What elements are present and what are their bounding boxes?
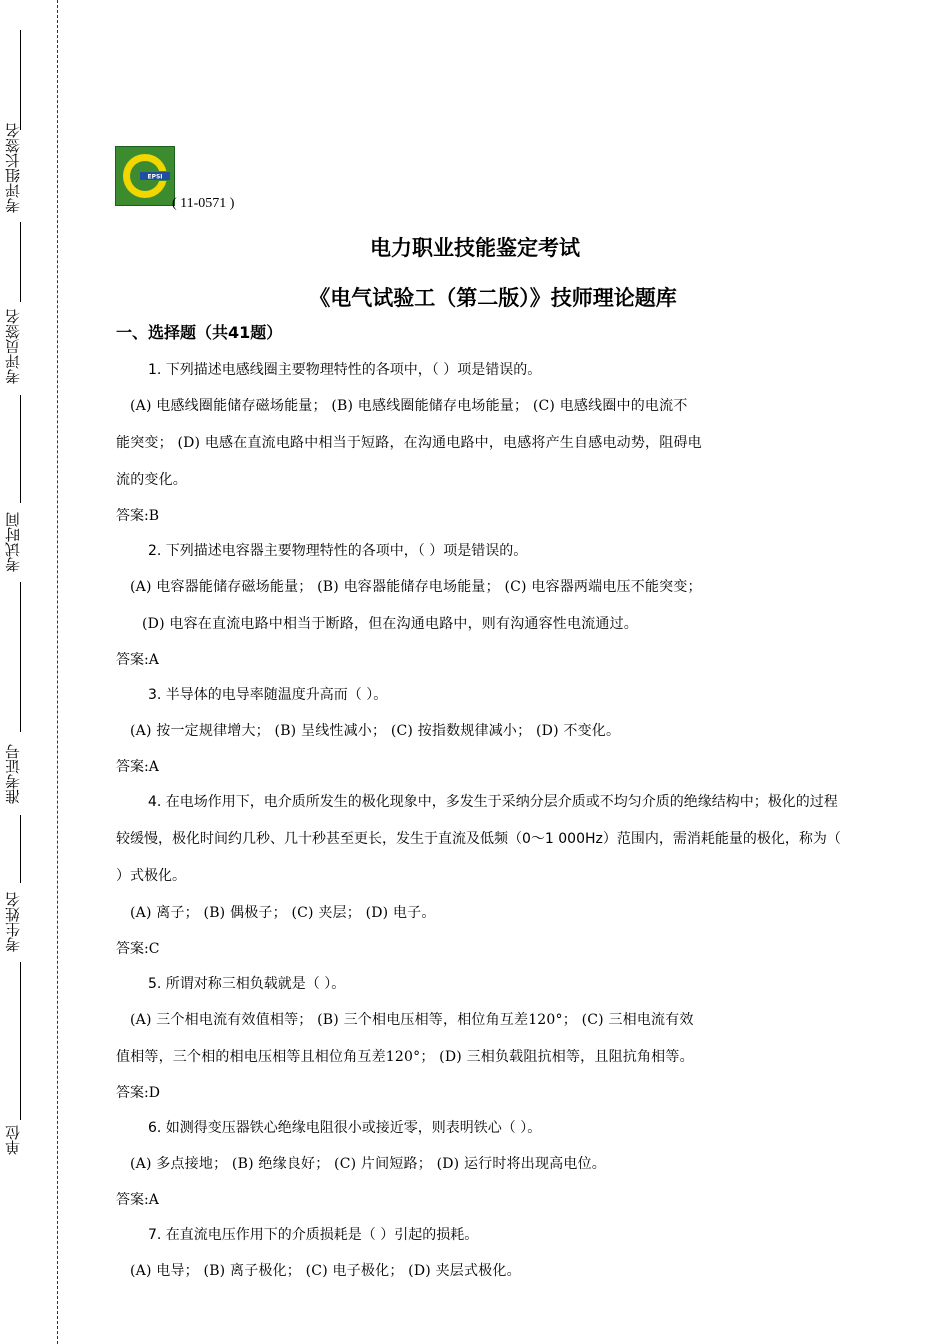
question-options: (D) 电容在直流电路中相当于断路，但在沟通电路中，则有沟通容性电流通过。: [142, 616, 638, 632]
question-list: [116, 352, 846, 1290]
answer: 答案:C: [116, 941, 160, 957]
question-text: 3. 半导体的电导率随温度升高而（ ）。: [148, 687, 388, 703]
cut-line: [57, 0, 58, 1344]
margin-label-examiner-signature: 考评员签名: [4, 309, 22, 385]
answer: 答案:D: [116, 1085, 160, 1101]
margin-rule: [20, 962, 21, 1120]
document-code: ( 11-0571 ): [172, 196, 235, 211]
answer: 答案:A: [116, 652, 159, 668]
question-text: 7. 在直流电压作用下的介质损耗是（ ）引起的损耗。: [148, 1227, 479, 1243]
question-options: 值相等，三个相的相电压相等且相位角互差120°； (D) 三相负载阻抗相等，且阻抗角相等。: [116, 1049, 694, 1065]
answer: 答案:B: [116, 508, 160, 524]
answer: 答案:A: [116, 759, 159, 775]
page-subtitle: 《电气试验工（第二版）》技师理论题库: [309, 286, 677, 310]
margin-label-leader-signature: 考评组长签名: [4, 123, 22, 213]
binding-margin: [0, 0, 56, 1344]
section-heading: 一、选择题（共41题）: [116, 323, 283, 342]
logo-text: EPSI: [147, 173, 163, 181]
margin-label-unit: 单位: [4, 1125, 22, 1155]
question-options: (A) 多点接地； (B) 绝缘良好； (C) 片间短路； (D) 运行时将出现高电位。: [130, 1156, 606, 1172]
margin-rule: [20, 395, 21, 503]
question-options: (A) 离子； (B) 偶极子； (C) 夹层； (D) 电子。: [130, 905, 436, 921]
margin-rule: [20, 815, 21, 883]
margin-label-exam-time: 考试时间: [4, 512, 22, 572]
margin-rule: [20, 582, 21, 732]
page-title: 电力职业技能鉴定考试: [370, 236, 580, 260]
question-options: (A) 三个相电流有效值相等； (B) 三个相电压相等，相位角互差120°； (C) 三相电流有效: [130, 1012, 694, 1028]
answer: 答案:A: [116, 1192, 159, 1208]
question-options: (A) 按一定规律增大； (B) 呈线性减小； (C) 按指数规律减小； (D) 不变化。: [130, 723, 621, 739]
question-options: (A) 电导； (B) 离子极化； (C) 电子极化； (D) 夹层式极化。: [130, 1263, 521, 1279]
epsi-logo: [115, 146, 175, 206]
question-options: 能突变； (D) 电感在直流电路中相当于短路，在沟通电路中，电感将产生自感电动势，阻碍电: [116, 435, 702, 451]
question-options: 流的变化。: [116, 472, 187, 488]
question-text: 5. 所谓对称三相负载就是（ ）。: [148, 976, 346, 992]
margin-label-candidate-name: 考生姓名: [4, 892, 22, 952]
margin-label-admission-no: 准考证号: [4, 744, 22, 804]
question-options: (A) 电感线圈能储存磁场能量； (B) 电感线圈能储存电场能量； (C) 电感线圈中的电流不: [130, 398, 688, 414]
margin-rule: [20, 30, 21, 130]
question-options: (A) 电容器能储存磁场能量； (B) 电容器能储存电场能量； (C) 电容器两端电压不能突变；: [130, 579, 702, 595]
question-text: 6. 如测得变压器铁心绝缘电阻很小或接近零，则表明铁心（ ）。: [148, 1120, 542, 1136]
question-text: 4. 在电场作用下，电介质所发生的极化现象中，多发生于采纳分层介质或不均匀介质的绝缘结构中；极化的过程较缓慢，极化时间约几秒、几十秒甚至更长，发生于直流及低频（0～1 000Hz）范围内，需消耗能量的极化，称为（ ）式极化。: [116, 794, 841, 884]
question-text: 2. 下列描述电容器主要物理特性的各项中，（ ）项是错误的。: [148, 543, 528, 559]
question-text: 1. 下列描述电感线圈主要物理特性的各项中，（ ）项是错误的。: [148, 362, 542, 378]
